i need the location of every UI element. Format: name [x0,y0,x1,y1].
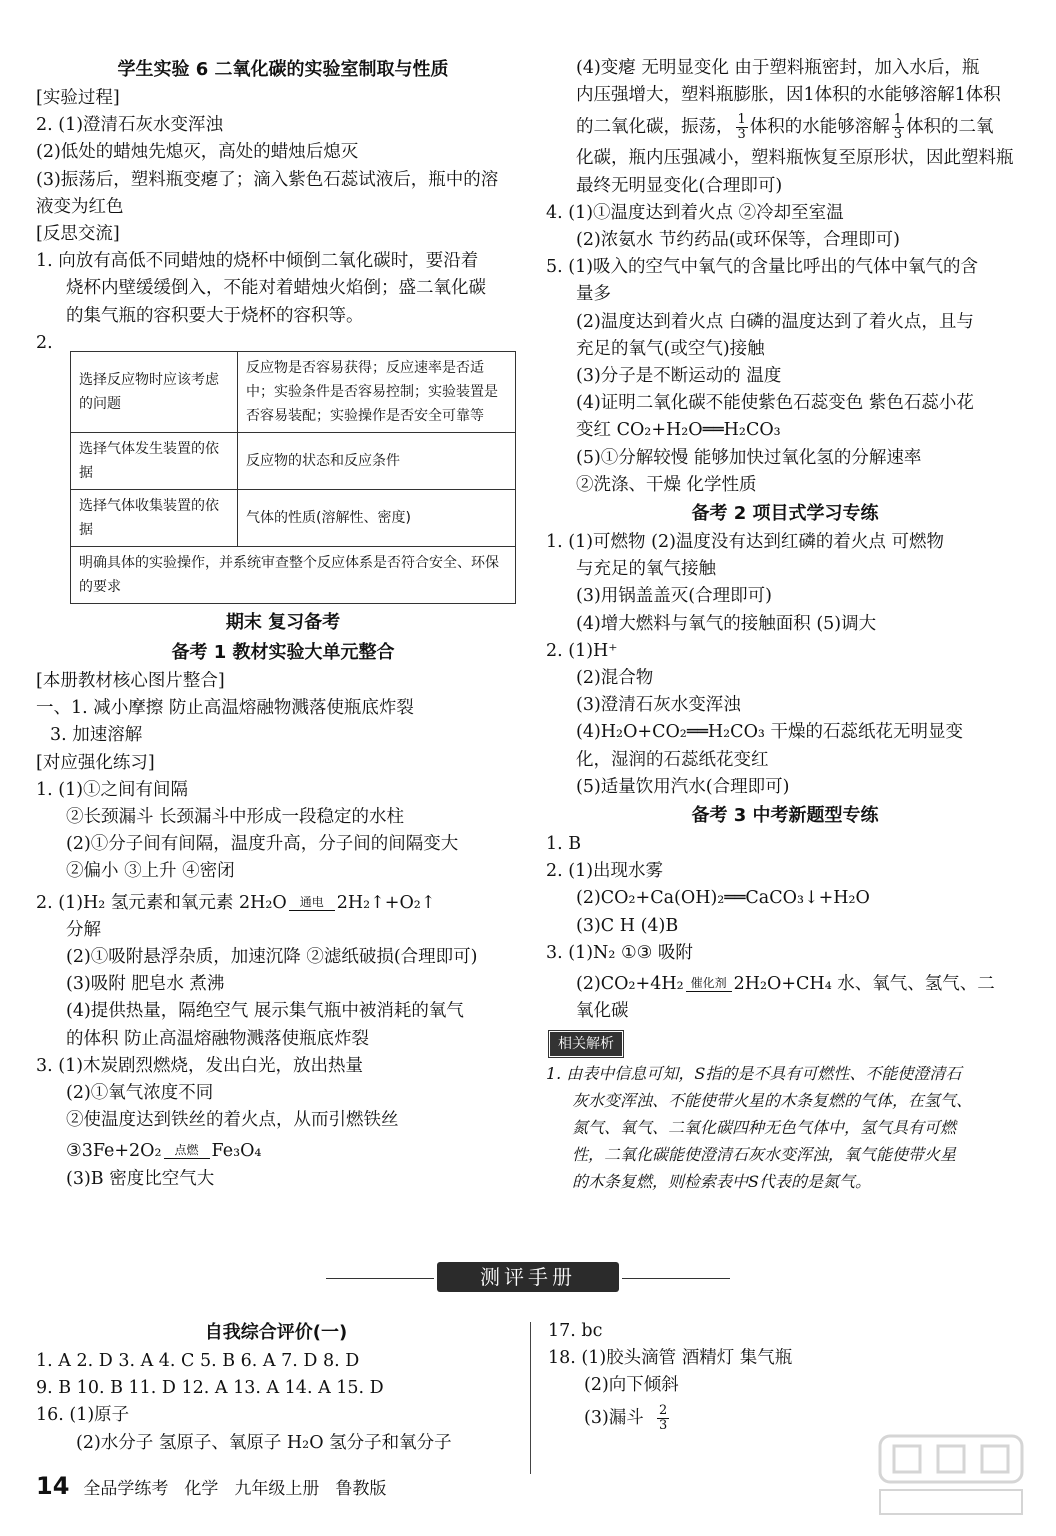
text-line: 3. (1)N₂ ①③ 吸附 [546,942,693,963]
text-span: 2H₂↑+O₂↑ [336,892,436,913]
equation-line [546,971,1024,998]
text-span: 的二氧化碳，振荡， [576,117,734,138]
text-line: 分解 [66,919,101,940]
denominator: 3 [893,127,903,143]
text-line: (2)①吸附悬浮杂质，加速沉降 ②滤纸破损(合理即可) [66,947,478,968]
text-span: ③3Fe+2O₂ [66,1141,162,1162]
text-line: (3)用锅盖盖灭(合理即可) [576,586,772,607]
fraction [892,113,904,142]
fraction-line [548,1400,1018,1436]
text-span: 2. (1)H₂ 氢元素和氧元素 2H₂O [36,892,287,913]
banner-rule-right [622,1278,730,1279]
fraction [736,113,748,142]
left-column [36,55,530,1193]
table-row [71,352,516,433]
denominator: 3 [737,127,746,143]
experiment-table [70,351,516,604]
numerator: 2 [658,1402,668,1418]
text-line: (4)证明二氧化碳不能使紫色石蕊变色 紫色石蕊小花 [576,393,974,414]
drill-header: [对应强化练习] [36,752,155,773]
reaction-condition [686,977,732,992]
text-line: (3)B 密度比空气大 [66,1168,215,1189]
table-cell: 气体的性质(溶解性、密度) [238,490,516,547]
table-cell: 反应物的状态和反应条件 [238,433,516,490]
explanation-line: 灰水变浑浊、不能使带火星的木条复燃的气体，在氢气、 [572,1090,973,1110]
text-line: 1. A 2. D 3. A 4. C 5. B 6. A 7. D 8. D [36,1351,360,1371]
text-line: (4)变瘪 无明显变化 由于塑料瓶密封，加入水后，瓶 [576,58,980,78]
text-line: 与充足的氧气接触 [576,559,716,580]
text-line: 氧化碳 [576,1001,629,1022]
text-line: (2)浓氨水 节约药品(或环保等，合理即可) [576,230,901,251]
watermark-logo-icon [876,1432,1026,1518]
explanation-line: 性，二氧化碳能使澄清石灰水变浑浊，氧气能使带火星 [572,1144,957,1164]
table-row [71,490,516,547]
numerator: 1 [737,112,746,128]
reflect-header: [反思交流] [36,224,120,245]
subject: 化学 [184,1479,219,1499]
table-row [71,433,516,490]
self-assessment-left [36,1318,516,1457]
explanation-line: 1. 由表中信息可知，S指的是不具有可燃性、不能使澄清石 [546,1063,962,1083]
page-footer [36,1472,402,1500]
text-line: 18. (1)胶头滴管 酒精灯 集气瓶 [548,1348,793,1369]
text-span: (2)CO₂+4H₂ [576,974,684,995]
text-line: 1. B [546,834,582,855]
text-line: 充足的氧气(或空气)接触 [576,338,765,359]
text-line: 9. B 10. B 11. D 12. A 13. A 14. A 15. D [36,1378,384,1399]
text-line: 2. (1)澄清石灰水变浑浊 [36,115,224,136]
text-line: 液变为红色 [36,196,124,217]
text-span: 体积的二氧 [906,117,994,138]
text-line: 1. 向放有高低不同蜡烛的烧杯中倾倒二氧化碳时，要沿着 [36,251,479,272]
banner-title: 测评手册 [437,1262,619,1292]
table-row [71,547,516,604]
text-line: (2)温度达到着火点 白磷的温度达到了着火点，且与 [576,311,974,332]
prep1-title: 备考 1 教材实验大单元整合 [171,642,395,664]
text-line: 量多 [576,284,611,305]
assessment-title: 自我综合评价(一) [204,1322,348,1343]
text-span: 2H₂O+CH₄ 水、氧气、氢气、二 [733,974,995,995]
text-line: (3)澄清石灰水变浑浊 [576,695,741,716]
text-span: 体积的水能够溶解 [749,117,890,138]
core-header: [本册教材核心图片整合] [36,671,225,692]
condition-text: 催化剂 [690,976,727,991]
text-line: 的体积 防止高温熔融物溅落使瓶底炸裂 [66,1028,370,1049]
table-number: 2. [36,332,53,353]
prep2-title: 备考 2 项目式学习专练 [691,503,879,525]
equals-bar [164,1158,210,1159]
text-line: (4)H₂O+CO₂══H₂CO₃ 干燥的石蕊纸花无明显变 [576,722,963,743]
analysis-badge: 相关解析 [550,1032,622,1056]
text-line: 变红 CO₂+H₂O══H₂CO₃ [576,420,781,441]
text-line: (4)增大燃料与氧气的接触面积 (5)调大 [576,613,877,634]
text-line: 烧杯内壁缓缓倒入，不能对着蜡烛火焰倒；盛二氧化碳 [66,278,486,299]
fraction [657,1404,669,1433]
text-line: (3)吸附 肥皂水 煮沸 [66,974,225,995]
condition-text: 通电 [299,894,324,909]
numerator: 1 [893,112,903,128]
condition-text: 点燃 [174,1143,199,1158]
fraction-line [546,109,1024,145]
text-line: ②长颈漏斗 长颈漏斗中形成一段稳定的水柱 [66,807,405,828]
text-line: 1. (1)可燃物 (2)温度没有达到红磷的着火点 可燃物 [546,532,944,553]
text-line: (2)CO₂+Ca(OH)₂══CaCO₃↓+H₂O [576,888,870,909]
text-line: 化碳，瓶内压强减小，塑料瓶恢复至原形状，因此塑料瓶 [576,148,1014,169]
table-cell: 明确具体的实验操作，并系统审查整个反应体系是否符合安全、环保的要求 [71,547,516,604]
text-line: (3)C H (4)B [576,915,679,936]
reaction-condition [289,896,335,911]
text-line: 2. (1)出现水雾 [546,861,664,882]
grade: 九年级上册 [234,1479,320,1499]
text-line: 最终无明显变化(合理即可) [576,175,783,196]
text-line: 的集气瓶的容积要大于烧杯的容积等。 [66,305,364,326]
banner-rule-left [326,1278,434,1279]
exp6-title: 学生实验 6 二氧化碳的实验室制取与性质 [117,59,449,80]
table-cell: 选择反应物时应该考虑的问题 [71,352,238,433]
text-line: (3)分子是不断运动的 温度 [576,366,782,387]
text-span: Fe₃O₄ [211,1141,262,1162]
text-line: 4. (1)①温度达到着火点 ②冷却至室温 [546,202,844,223]
text-line: (3)振荡后，塑料瓶变瘪了；滴入紫色石蕊试液后，瓶中的溶 [36,169,499,190]
text-line: (4)提供热量，隔绝空气 展示集气瓶中被消耗的氧气 [66,1001,464,1022]
text-span: (3)漏斗 [584,1407,644,1428]
equation-line [36,890,530,917]
text-line: 3. (1)木炭剧烈燃烧，发出白光，放出热量 [36,1055,364,1076]
prep3-title: 备考 3 中考新题型专练 [691,805,879,827]
text-line: 16. (1)原子 [36,1405,130,1426]
table-cell: 选择气体收集装置的依据 [71,490,238,547]
text-line: ②使温度达到铁丝的着火点，从而引燃铁丝 [66,1110,399,1131]
right-column [546,55,1024,1195]
text-line: 2. (1)H⁺ [546,640,618,661]
equals-bar [289,910,335,911]
final-review-title: 期末 复习备考 [225,612,341,634]
text-line: 一、1. 减小摩擦 防止高温熔融物溅落使瓶底炸裂 [36,698,414,719]
table-cell: 反应物是否容易获得；反应速率是否适中；实验条件是否容易控制；实验装置是否容易装配；实验操作是否安全可靠等 [238,352,516,433]
text-line: (5)①分解较慢 能够加快过氧化氢的分解速率 [576,447,922,468]
column-divider [530,1322,531,1474]
self-assessment-right [548,1318,1018,1436]
text-line: 5. (1)吸入的空气中氧气的含量比呼出的气体中氧气的含 [546,257,979,278]
explanation-line: 的木条复燃，则检索表中S代表的是氮气。 [572,1171,871,1191]
text-line: ②洗涤、干燥 化学性质 [576,474,757,495]
text-line: (2)向下倾斜 [584,1375,679,1396]
series-name: 全品学练考 [83,1479,169,1499]
reaction-condition [164,1144,210,1159]
text-line: 化，湿润的石蕊纸花变红 [576,749,769,770]
text-line: (2)低处的蜡烛先熄灭，高处的蜡烛后熄灭 [36,142,359,163]
text-line: (2)①氧气浓度不同 [66,1083,214,1104]
text-line: 3. 加速溶解 [50,725,143,746]
text-line: 内压强增大，塑料瓶膨胀，因1体积的水能够溶解1体积 [576,85,1001,106]
section-banner [0,1262,1056,1296]
table-cell: 选择气体发生装置的依据 [71,433,238,490]
text-line: (2)①分子间有间隔，温度升高，分子间的间隔变大 [66,834,459,855]
text-line: ②偏小 ③上升 ④密闭 [66,861,235,882]
explanation-line: 氮气、氧气、二氧化碳四种无色气体中，氢气具有可燃 [572,1117,957,1137]
equals-bar [686,991,732,992]
edition: 鲁教版 [335,1479,387,1499]
text-line: (2)水分子 氢原子、氧原子 H₂O 氢分子和氧分子 [76,1432,452,1453]
text-line: 1. (1)①之间有间隔 [36,779,189,800]
text-line: 17. bc [548,1321,603,1341]
text-line: (5)适量饮用汽水(合理即可) [576,776,790,797]
text-line: (2)混合物 [576,668,654,689]
exp6-process-header: [实验过程] [36,88,120,108]
denominator: 3 [658,1417,668,1433]
page-number: 14 [36,1472,70,1500]
equation-line [36,1138,530,1165]
